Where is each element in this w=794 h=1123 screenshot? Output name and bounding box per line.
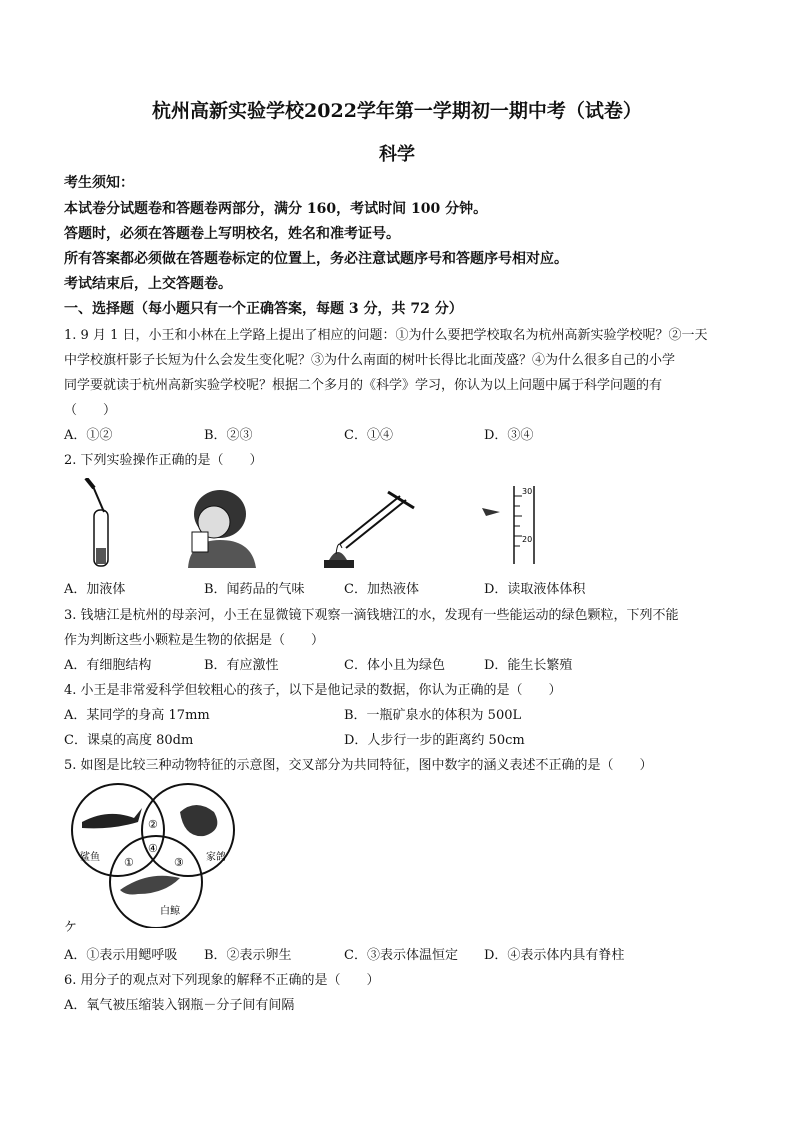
q4-option-d: D．人步行一步的距离约 50cm <box>344 733 525 748</box>
smelling-boy-figure <box>180 484 260 568</box>
test-tube-dropper-figure <box>80 478 140 570</box>
graduated-cylinder-figure <box>478 482 558 570</box>
pigeon-icon <box>180 805 217 836</box>
q1-line: 1. 9 月 1 日，小王和小林在上学路上提出了相应的问题：①为什么要把学校取名为杭州高新实验学校呢？②一天 <box>64 328 708 343</box>
q3-option-c: C．体小且为绿色 <box>344 658 445 673</box>
q1-option-b: B．②③ <box>204 428 253 443</box>
q1-line: 中学校旗杆影子长短为什么会发生变化呢？③为什么南面的树叶长得比北面茂盛？④为什么很多自己的小学 <box>64 353 676 368</box>
notice-heading: 考生须知： <box>64 175 134 191</box>
notice-line: 考试结束后，上交答题卷。 <box>64 276 232 292</box>
q6-stem: 6. 用分子的观点对下列现象的解释不正确的是（ ） <box>64 973 380 988</box>
label-shark: 鲨鱼 <box>80 852 100 863</box>
region-number-2: ② <box>148 818 158 831</box>
section-heading: 一、选择题（每小题只有一个正确答案，每题 3 分，共 72 分） <box>64 301 463 317</box>
page-title: 杭州高新实验学校2022学年第一学期初一期中考（试卷） <box>152 100 642 122</box>
region-number-3: ③ <box>174 856 184 869</box>
q3-option-d: D．能生长繁殖 <box>484 658 573 673</box>
q2-stem: 2. 下列实验操作正确的是（ ） <box>64 453 263 468</box>
notice-line: 本试卷分试题卷和答题卷两部分，满分 160，考试时间 100 分钟。 <box>64 201 488 217</box>
q1-option-a: A．①② <box>64 428 113 443</box>
q1-option-c: C．①④ <box>344 428 393 443</box>
q1-line: （ ） <box>64 403 117 418</box>
region-number-1: ① <box>124 856 134 869</box>
label-pigeon: 家鸽 <box>206 852 226 863</box>
q3-line: 作为判断这些小颗粒是生物的依据是（ ） <box>64 633 325 648</box>
region-number-4: ④ <box>148 842 158 855</box>
q2-option-b: B．闻药品的气味 <box>204 582 305 597</box>
q2-option-d: D．读取液体体积 <box>484 582 586 597</box>
q2-option-c: C．加热液体 <box>344 582 419 597</box>
stray-mark: ケ <box>64 920 78 935</box>
subject-title: 科学 <box>379 144 415 165</box>
q4-stem: 4. 小王是非常爱科学但较粗心的孩子，以下是他记录的数据，你认为正确的是（ ） <box>64 683 562 698</box>
q4-option-c: C．课桌的高度 80dm <box>64 733 194 748</box>
q5-option-b: B．②表示卵生 <box>204 948 292 963</box>
q3-line: 3. 钱塘江是杭州的母亲河，小王在显微镜下观察一滴钱塘江的水，发现有一些能运动的绿色颗粒，下列不能 <box>64 608 679 623</box>
label-beluga: 白鲸 <box>160 906 180 917</box>
notice-line: 所有答案都必须做在答题卷标定的位置上，务必注意试题序号和答题序号相对应。 <box>64 251 568 267</box>
q2-option-a: A．加液体 <box>64 582 126 597</box>
q6-option-a: A．氧气被压缩装入钢瓶－分子间有间隔 <box>64 998 295 1013</box>
q3-option-a: A．有细胞结构 <box>64 658 152 673</box>
q5-option-c: C．③表示体温恒定 <box>344 948 458 963</box>
q1-line: 同学要就读于杭州高新实验学校呢？根据二个多月的《科学》学习，你认为以上问题中属于科学问题的有 <box>64 378 663 393</box>
q4-option-a: A．某同学的身高 17mm <box>64 708 210 723</box>
heating-liquid-figure <box>310 482 420 570</box>
q5-stem: 5. 如图是比较三种动物特征的示意图，交叉部分为共同特征，图中数字的涵义表述不正确的是（ ） <box>64 758 653 773</box>
shark-icon <box>82 808 142 828</box>
q3-option-b: B．有应激性 <box>204 658 279 673</box>
q4-option-b: B．一瓶矿泉水的体积为 500L <box>344 708 522 723</box>
scale-label-30: 30 <box>522 487 533 496</box>
notice-line: 答题时，必须在答题卷上写明校名，姓名和准考证号。 <box>64 226 400 242</box>
q5-option-a: A．①表示用鳃呼吸 <box>64 948 178 963</box>
q5-option-d: D．④表示体内具有脊柱 <box>484 948 625 963</box>
q1-option-d: D．③④ <box>484 428 534 443</box>
beluga-icon <box>120 876 180 895</box>
scale-label-20: 20 <box>522 535 533 544</box>
venn-diagram-figure <box>68 778 238 928</box>
